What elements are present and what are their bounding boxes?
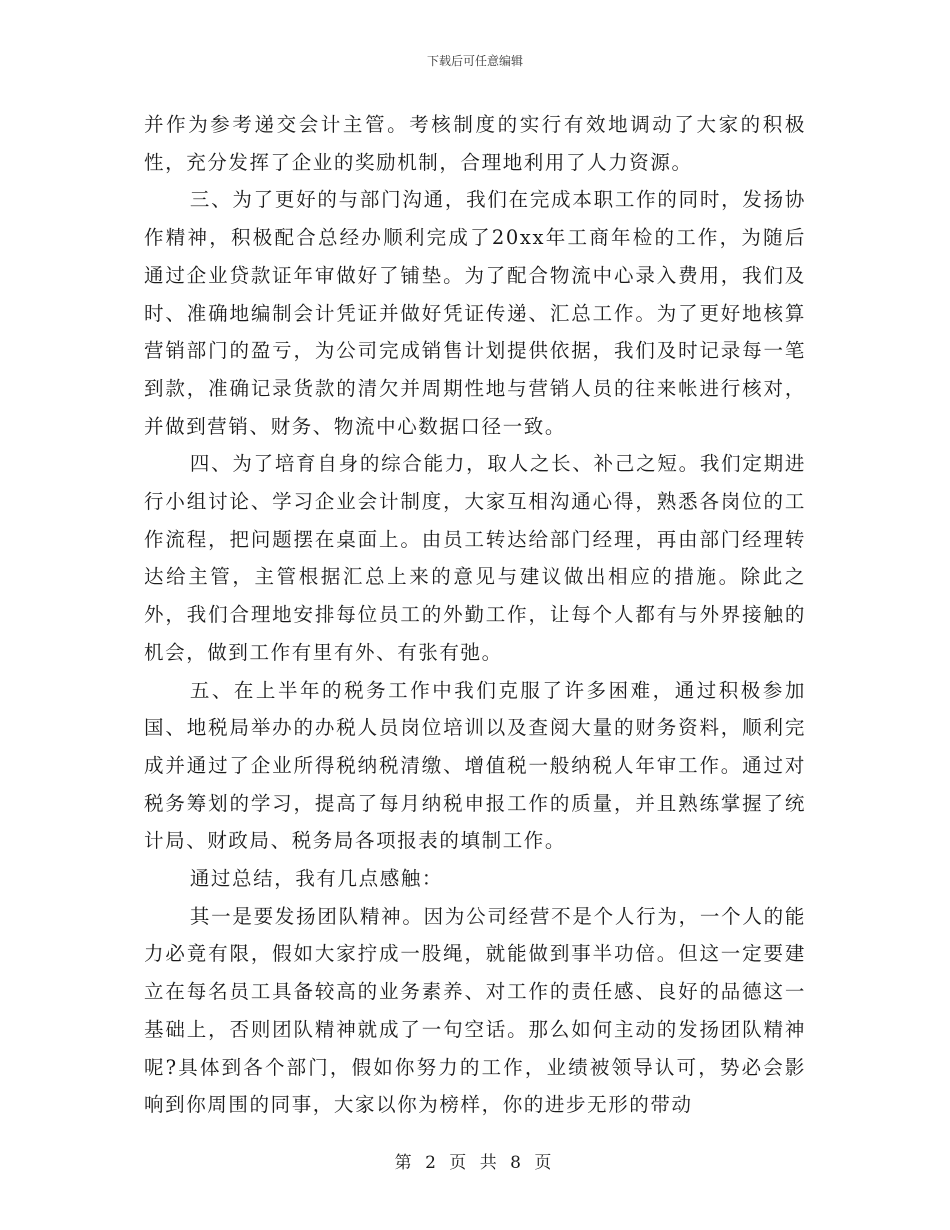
paragraph-summary-intro: 通过总结，我有几点感触： [189,867,444,891]
page-header: 下载后可任意编辑 [426,54,523,68]
paragraph-point-one: 其一是要发扬团队精神。因为公司经营不是个人行为，一个人的能力必竟有限，假如大家拧成一股绳，就能做到事半功倍。但这一定要建立在每名员工具备较高的业务素养、对工作的责任感、良好的品德这一基础上，否则团队精神就成了一句空话。那么如何主动的发扬团队精神呢?具体到各个部门，假如你努力的工作，业绩被领导认可，势必会影响到你周围的同事，大家以你为榜样，你的进步无形的带动 [144,904,806,1117]
paragraph-section-five: 五、在上半年的税务工作中我们克服了许多困难，通过积极参加国、地税局举办的办税人员岗位培训以及查阅大量的财务资料，顺利完成并通过了企业所得税纳税清缴、增值税一般纳税人年审工作。通过对税务筹划的学习，提高了每月纳税申报工作的质量，并且熟练掌握了统计局、财政局、税务局各项报表的填制工作。 [144,678,806,853]
page-number-footer: 第 2 页 共 8 页 [394,1153,556,1173]
paragraph-section-four: 四、为了培育自身的综合能力，取人之长、补己之短。我们定期进行小组讨论、学习企业会计制度，大家互相沟通心得，熟悉各岗位的工作流程，把问题摆在桌面上。由员工转达给部门经理，再由部门经理转达给主管，主管根据汇总上来的意见与建议做出相应的措施。除此之外，我们合理地安排每位员工的外勤工作，让每个人都有与外界接触的机会，做到工作有里有外、有张有弛。 [144,452,806,664]
document-body [144,106,806,1124]
paragraph-section-three: 三、为了更好的与部门沟通，我们在完成本职工作的同时，发扬协作精神，积极配合总经办顺利完成了20xx年工商年检的工作，为随后通过企业贷款证年审做好了铺垫。为了配合物流中心录入费用，我们及时、准确地编制会计凭证并做好凭证传递、汇总工作。为了更好地核算营销部门的盈亏，为公司完成销售计划提供依据，我们及时记录每一笔到款，准确记录货款的清欠并周期性地与营销人员的往来帐进行核对，并做到营销、财务、物流中心数据口径一致。 [144,188,806,438]
paragraph-continuation: 并作为参考递交会计主管。考核制度的实行有效地调动了大家的积极性，充分发挥了企业的奖励机制，合理地利用了人力资源。 [144,113,806,174]
